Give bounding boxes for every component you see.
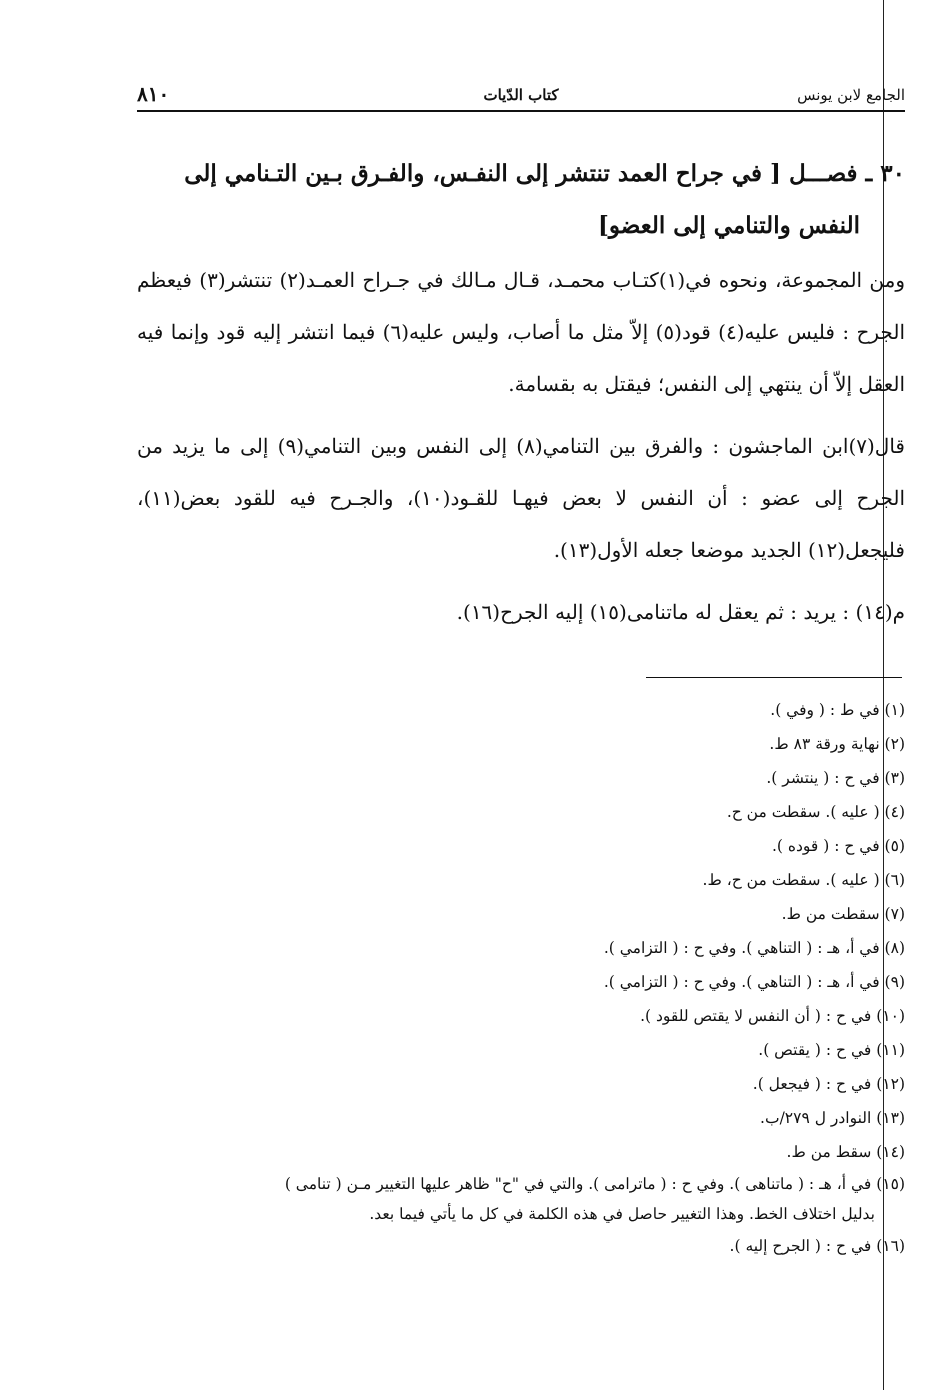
footnote-15 [120,1169,905,1229]
footnote-5: (٥) في ح : ( قوده ). [771,837,905,855]
footnote-15-line-2: بدليل اختلاف الخط. وهذا التغيير حاصل في هذه الكلمة في كل ما يأتي فيما بعد. [369,1205,875,1223]
footnote-separator [646,677,902,678]
main-text [137,148,905,638]
heading-line-2: النفس والتنامي إلى العضو] [598,212,860,239]
footnote-6: (٦) ( عليه ). سقطت من ح، ط. [702,871,905,889]
footnote-11: (١١) في ح : ( يقتص ). [758,1041,905,1059]
footnote-7: (٧) سقطت من ط. [781,905,905,923]
section-title: كتاب الدّيات [483,86,559,104]
footnote-3: (٣) في ح : ( ينتشر ). [766,769,905,787]
footnote-13: (١٣) النوادر ل ٢٧٩/ب. [760,1109,905,1127]
footnote-1: (١) في ط : ( وفي ). [770,701,905,719]
running-header [137,82,905,112]
footnote-12: (١٢) في ح : ( فيجعل ). [752,1075,905,1093]
footnote-14: (١٤) سقط من ط. [786,1143,905,1161]
footnote-15-line-1: (١٥) في أ، هـ : ( ماتناهى ). وفي ح : ( ماترامى ). والتي في "ح" ظاهر عليها التغيير مـن ( تنامى ) [284,1175,905,1193]
footnote-10: (١٠) في ح : ( أن النفس لا يقتص للقود ). [640,1007,905,1025]
paragraph-1: ومن المجموعة، ونحوه في(١)كتـاب محمـد، قـال مـالك في جـراح العمـد(٢) تنتشر(٣) فيعظم الجرح : فليس عليه(٤) قود(٥) إلاّ مثل ما أصاب، وليس عليه(٦) فيما انتشر إليه قود وإنما فيه العقل إلاّ أن ينتهي إلى النفس؛ فيقتل به بقسامة. [137,268,906,396]
book-title: الجامع لابن يونس [797,86,905,104]
footnotes [120,693,905,1263]
footnote-8: (٨) في أ، هـ : ( التناهي ). وفي ح : ( التزامي ). [603,939,905,957]
paragraph-2: قال(٧)ابن الماجشون : والفرق بين التنامي(٨) إلى النفس وبين التنامي(٩) إلى ما يزيد من الجرح إلى عضو : أن النفس لا بعض فيهـا للقـود(١٠)، والجـرح فيه للقود بعض(١١)، فليجعل(١٢) الجديد موضعا جعله الأول(١٣). [137,434,905,562]
page-number: ٨١٠ [137,82,170,106]
footnote-2: (٢) نهاية ورقة ٨٣ ط. [769,735,905,753]
footnote-9: (٩) في أ، هـ : ( التناهي ). وفي ح : ( التزامي ). [603,973,905,991]
chapter-heading [137,148,905,252]
footnote-4: (٤) ( عليه ). سقطت من ح. [726,803,905,821]
paragraph-3: م(١٤) : يريد : ثم يعقل له ماتنامى(١٥) إليه الجرح(١٦). [456,600,905,624]
footnote-16: (١٦) في ح : ( الجرح إليه ). [729,1237,905,1255]
heading-line-1: ٣٠ ـ فصـــل [ في جراح العمد تنتشر إلى النفـس، والفـرق بـين التـنامي إلى [184,160,905,187]
header-rule [137,110,905,112]
